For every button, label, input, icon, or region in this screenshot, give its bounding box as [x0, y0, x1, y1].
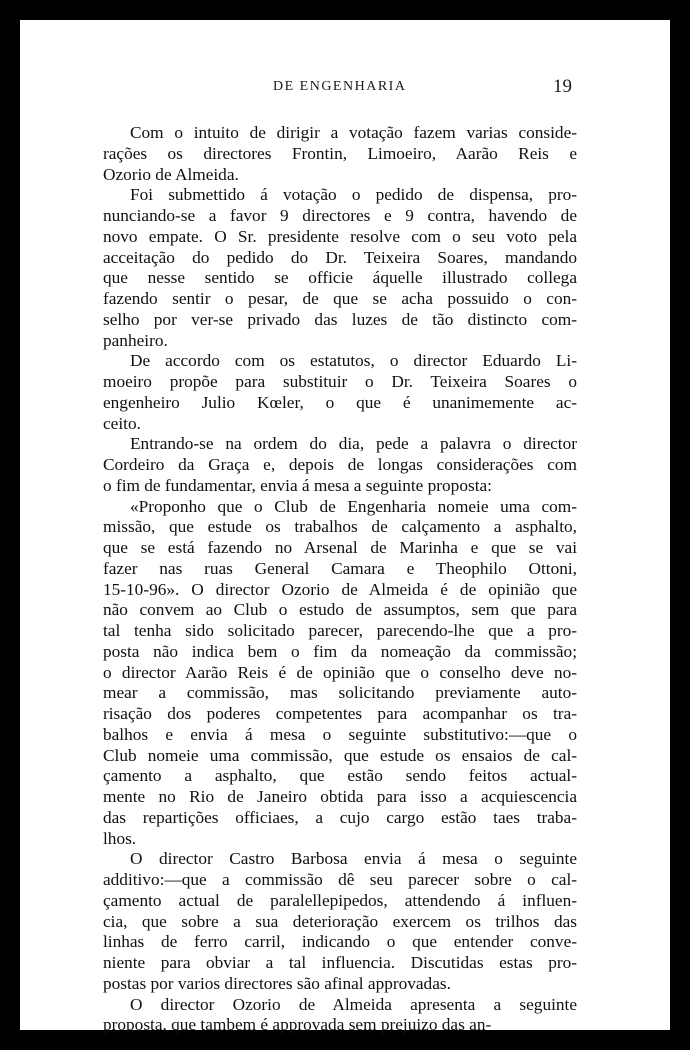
paragraph [103, 434, 577, 496]
text-line: não convem ao Club o estudo de assumptos, sem que para [103, 600, 577, 620]
text-line: çamento actual de paralellepipedos, attendendo á influen- [103, 890, 577, 910]
text-line: das repartições officiaes, a cujo cargo estão taes traba- [103, 807, 577, 827]
text-line: Ozorio de Almeida. [103, 164, 239, 184]
text-line: moeiro propõe para substituir o Dr. Teixeira Soares o [103, 372, 577, 391]
text-line: Com o intuito de dirigir a votação fazem varias conside- [130, 123, 577, 142]
text-line: engenheiro Julio Kœler, o que é unanimemente ac- [103, 392, 577, 412]
text-line: o director Aarão Reis é de opinião que o conselho deve no- [103, 662, 577, 682]
text-line: balhos e envia á mesa o seguinte substitutivo:—que o [103, 724, 577, 744]
text-line: que se está fazendo no Arsenal de Marinha e que se vai [103, 538, 577, 557]
text-line: tal tenha sido solicitado parecer, parecendo-lhe que a pro- [103, 621, 577, 640]
text-line: postas por varios directores são afinal approvadas. [103, 973, 451, 993]
page-number: 19 [553, 76, 572, 97]
text-line: mear a commissão, mas solicitando previamente auto- [103, 683, 577, 703]
running-head [20, 76, 670, 102]
text-line: posta não indica bem o fim da nomeação da commissão; [103, 641, 577, 661]
text-line: nunciando-se a favor 9 directores e 9 contra, havendo de [103, 206, 577, 225]
paragraph [103, 849, 577, 994]
text-line: 15-10-96». O director Ozorio de Almeida é de opinião que [103, 579, 577, 599]
text-line: novo empate. O Sr. presidente resolve com o seu voto pela [103, 226, 577, 246]
text-line: lhos. [103, 828, 137, 848]
text-line: Cordeiro da Graça e, depois de longas considerações com [103, 455, 577, 474]
text-line: O director Castro Barbosa envia á mesa o seguinte [130, 849, 577, 869]
text-line: «Proponho que o Club de Engenharia nomeie uma com- [130, 496, 577, 516]
text-line: proposta, que tambem é approvada sem prejuizo das an- [103, 1015, 492, 1035]
text-line: missão, que estude os trabalhos de calçamento a asphalto, [103, 517, 577, 537]
text-line: fazer nas ruas General Camara e Theophilo Ottoni, [103, 558, 577, 578]
paragraph [103, 995, 577, 1037]
text-line: Foi submettido á votação o pedido de dispensa, pro- [130, 185, 577, 205]
text-line: O director Ozorio de Almeida apresenta a seguinte [130, 994, 577, 1014]
text-line: acceitação do pedido do Dr. Teixeira Soares, mandando [103, 247, 577, 267]
text-line: selho por ver-se privado das luzes de tão distincto com- [103, 309, 577, 329]
text-line: cia, que sobre a sua deterioração exercem os trilhos das [103, 911, 577, 931]
text-line: çamento a asphalto, que estão sendo feitos actual- [103, 766, 577, 786]
text-line: fazendo sentir o pesar, de que se acha possuido o con- [103, 289, 577, 308]
running-head-title: DE ENGENHARIA [273, 79, 407, 94]
text-line: Entrando-se na ordem do dia, pede a palavra o director [130, 434, 577, 454]
text-line: risação dos poderes competentes para acompanhar os tra- [103, 704, 577, 723]
text-line: ceito. [103, 413, 141, 433]
text-line: panheiro. [103, 330, 168, 350]
text-line: mente no Rio de Janeiro obtida para isso a acquiescencia [103, 787, 577, 806]
text-line: additivo:—que a commissão dê seu parecer sobre o cal- [103, 870, 577, 889]
book-page [20, 20, 670, 1035]
paragraph [103, 185, 577, 351]
paragraph [103, 351, 577, 434]
text-line: niente para obviar a tal influencia. Discutidas estas pro- [103, 953, 577, 972]
paragraph [103, 123, 577, 185]
text-line: Club nomeie uma commissão, que estude os ensaios de cal- [103, 745, 577, 765]
text-line: que nesse sentido se officie áquelle illustrado collega [103, 268, 577, 288]
text-line: De accordo com os estatutos, o director Eduardo Li- [130, 351, 577, 371]
body-text [103, 123, 577, 1036]
text-line: linhas de ferro carril, indicando o que entender conve- [103, 932, 577, 952]
text-line: o fim de fundamentar, envia á mesa a seguinte proposta: [103, 475, 492, 495]
paragraph [103, 497, 577, 850]
text-line: rações os directores Frontin, Limoeiro, Aarão Reis e [103, 143, 577, 163]
